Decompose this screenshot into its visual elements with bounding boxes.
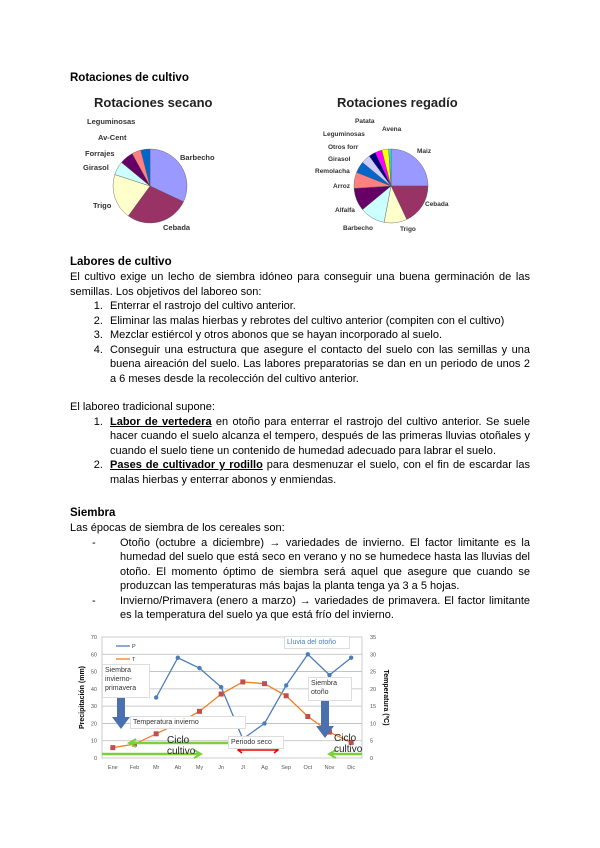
pie-label: Barbecho [343,225,373,232]
y2-tick-label: 35 [370,635,377,641]
annotation-ciclo-cultivo-1: Ciclo cultivo [167,735,196,757]
pie-label: Girasol [83,163,109,172]
y2-tick-label: 0 [370,756,374,762]
pie-label: Barbecho [180,153,215,162]
pie-label: Forrajes [85,149,115,158]
list-item: - Otoño (octubre a diciembre) → variedades de invierno. El factor limitante es la humedad del suelo que está seco en verano y no se humedece hasta las lluvias del otoño. El momento óptimo de siembra será aquel que asegure que cuando se produzcan las temperaturas más bajas la planta tenga ya 3 a 5 hojas. [106,536,530,594]
data-point [110,745,115,750]
y2-tick-label: 15 [370,704,377,711]
y-tick-label: 50 [90,669,97,676]
pie-label: Leguminosas [323,131,365,138]
y2-tick-label: 30 [370,652,377,659]
x-tick-label: Jn [218,765,225,771]
x-tick-label: Nov [324,765,335,771]
labores-intro: El cultivo exige un lecho de siembra idóneo para conseguir una buena germinación de las semillas. Los objetivos del laboreo son: [70,271,530,298]
annotation-lluvia: Lluvia del otoño [284,636,350,649]
pie-label: Cebada [163,223,191,232]
section-title-siembra: Siembra [70,507,116,519]
data-point [262,721,266,725]
data-point [284,693,289,698]
arrow-down-icon [112,697,130,729]
data-point [154,731,159,736]
annotation-periodo-seco: Periodo seco [228,736,284,749]
pie-label: Remolacha [315,168,350,175]
x-tick-label: Jl [240,765,245,771]
pie-label: Maiz [417,148,432,155]
pie-label: Patata [355,118,375,125]
list-item: 3. Mezclar estiércol y otros abonos que se hayan incorporado al suelo. [106,328,530,343]
x-tick-label: Feb [129,765,140,771]
y-tick-label: 60 [90,652,97,659]
annotation-ciclo-cultivo-2: Ciclo cultivo [334,733,363,755]
x-tick-label: Dic [347,765,356,771]
y-axis-label: Precipitación (mm) [79,665,86,730]
data-point [284,683,288,687]
desc: para desmenuzar el suelo, con el fin de escardar las malas hierbas y enterrar abonos y enmiendas. [110,459,530,486]
pie-label: Cebada [425,201,449,208]
x-tick-label: Sep [281,765,292,771]
legend-label: T [132,657,136,663]
y2-tick-label: 10 [370,721,377,728]
y2-tick-label: 5 [370,738,374,745]
data-point [306,652,310,656]
section-title-labores: Labores de cultivo [70,256,172,268]
pie-label: Trigo [93,201,112,210]
y2-tick-label: 20 [370,686,377,693]
y2-axis-label: Temperatura (ºC) [382,669,389,726]
data-point [349,656,353,660]
data-point [219,692,224,697]
x-tick-label: Mr [152,765,160,771]
term: Pases de cultivador y rodillo [110,459,263,471]
pie-label: Girasol [328,156,351,163]
y2-tick-label: 25 [370,669,377,676]
annotation-siembra-invierno: Siembra invierno-primavera [102,664,150,698]
annotation-siembra-otono: Siembra otoño [308,677,352,701]
list-item: 4. Conseguir una estructura que asegure el contacto del suelo con las semillas y una buena aireación del suelo. Las labores preparatorias se dan en un periodo de unos 2 a 6 meses desde la recolección del cultivo anterior. [106,343,530,387]
list-item: 1. Enterrar el rastrojo del cultivo anterior. [106,299,530,314]
pie-label: Av-Cent [98,133,127,142]
term: Labor de vertedera [110,415,212,428]
list-item: - Invierno/Primavera (enero a marzo) → variedades de primavera. El factor limitante es la temperatura del suelo ya que está frío del invierno. [106,594,530,623]
data-point [305,714,310,719]
x-tick-label: Ag [261,765,268,771]
y-tick-label: 0 [93,756,97,762]
siembra-intro: Las épocas de siembra de los cereales son: [70,522,285,534]
data-point [240,679,245,684]
pie-label: Arroz [333,183,350,190]
data-point [176,656,180,660]
pie-label: Alfalfa [335,207,355,214]
y-tick-label: 10 [90,738,97,745]
pie-title-regadio: Rotaciones regadío [337,95,458,110]
pie-label: Leguminosas [87,117,136,126]
data-point [219,685,223,689]
legend-label: P [132,644,136,650]
annotation-temperatura-invierno: Temperatura invierno [130,716,246,729]
data-point [197,709,202,714]
x-tick-label: Oct [303,765,313,771]
y-tick-label: 70 [90,635,97,641]
section-title-rotaciones: Rotaciones de cultivo [70,72,189,84]
pie-label: Otros forr [328,144,359,151]
tradicional-intro: El laboreo tradicional supone: [70,401,215,413]
x-tick-label: My [195,765,204,771]
y-tick-label: 40 [90,686,97,693]
data-point [154,695,158,699]
x-tick-label: Ene [107,765,118,771]
data-point [262,681,267,686]
data-point [197,666,201,670]
y-tick-label: 30 [90,704,97,711]
pie-label: Trigo [400,226,416,233]
pie-title-secano: Rotaciones secano [94,95,213,110]
pie-label: Avena [382,126,402,133]
list-item: 2. Eliminar las malas hierbas y rebrotes del cultivo anterior (compiten con el cultivo) [106,314,530,329]
x-tick-label: Ab [174,765,182,771]
y-tick-label: 20 [90,721,97,728]
desc: en otoño para enterrar el rastrojo del cultivo anterior. Se suele hacer cuando el suelo alcanza el tempero, después de las primeras lluvias otoñales y cuando el suelo tiene un contenido de humedad adecuado para labrar el suelo. [110,415,530,457]
